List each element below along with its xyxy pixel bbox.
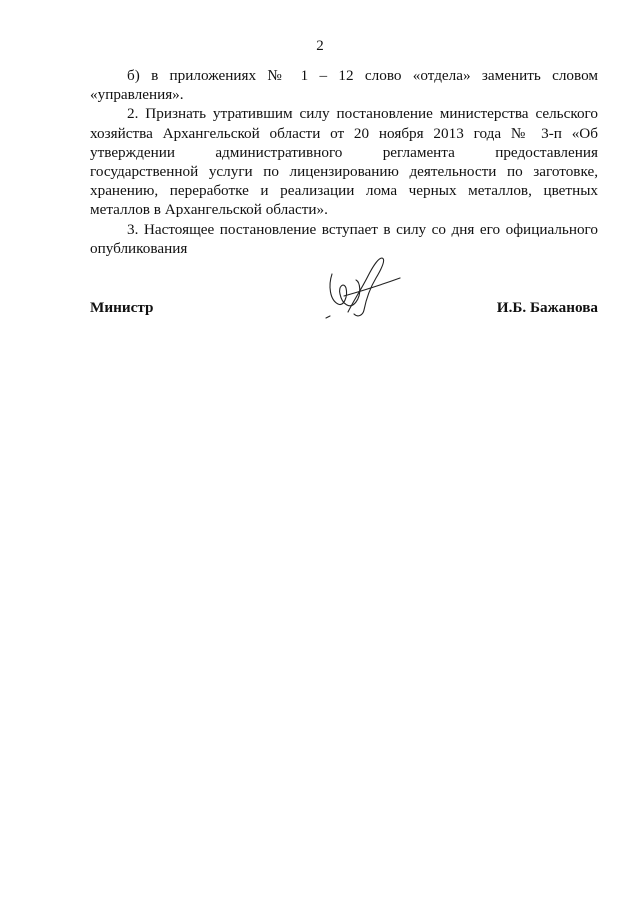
- signer-position: Министр: [90, 299, 154, 316]
- signature-block: [90, 298, 598, 322]
- paragraph-amendment-b: б) в приложениях № 1 – 12 слово «отдела» заменить словом «управления».: [90, 67, 598, 104]
- signer-name: И.Б. Бажанова: [496, 299, 598, 316]
- paragraph-repeal: 2. Признать утратившим силу постановление министерства сельского хозяйства Архангельской области от 20 ноября 2013 года № 3-п «Об утверждении административного регламента предоставления государственной услуги по лицензированию деятельности по заготовке, хранению, переработке и реализации лома черных металлов, цветных металлов в Архангельской области».: [90, 105, 598, 219]
- page-number: 2: [316, 38, 324, 54]
- document-body: [90, 66, 598, 258]
- paragraph-effective-date: 3. Настоящее постановление вступает в силу со дня его официального опубликования: [90, 220, 598, 257]
